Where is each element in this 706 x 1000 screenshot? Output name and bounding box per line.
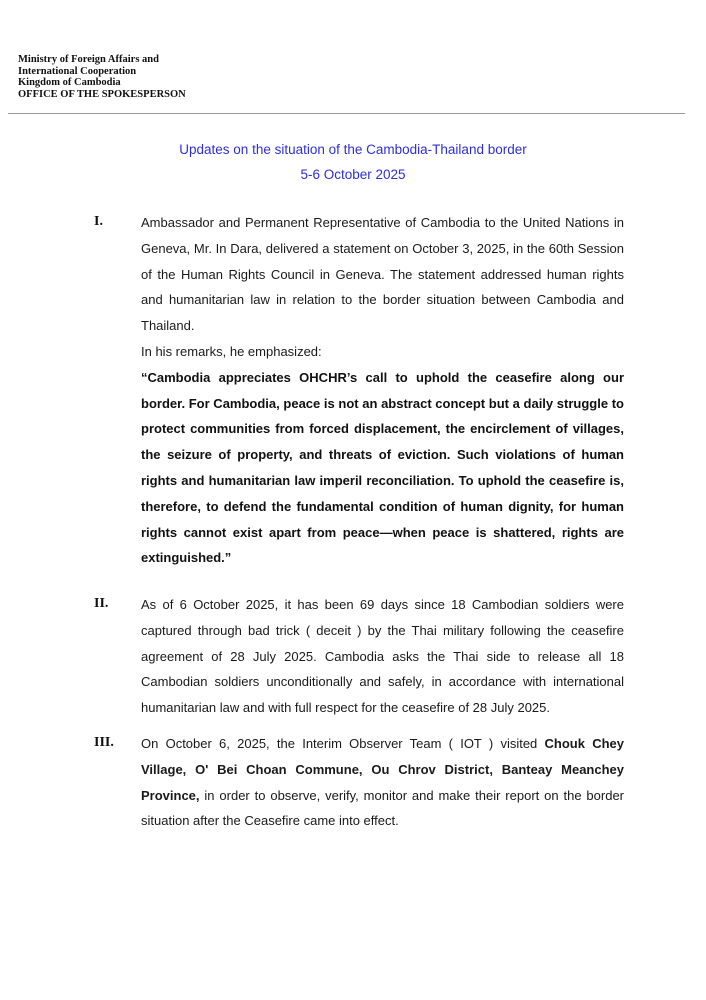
section-quote: “Cambodia appreciates OHCHR’s call to uphold the ceasefire along our border. For Cambodia, peace is not an abstract concept but a daily struggle to protect communities from forced displacement, the encirclement of villages, the seizure of property, and threats of eviction. Such violations of human rights and humanitarian law imperil reconciliation. To uphold the ceasefire is, therefore, to defend the fundamental condition of human dignity, for human rights cannot exist apart from peace—when peace is shattered, rights are extinguished.” [141, 369, 624, 566]
document-title: Updates on the situation of the Cambodia-Thailand border [179, 142, 527, 157]
location-name: Chouk Chey Village, O' Bei Choan Commune, Ou Chrov District, Banteay Meanchey Province, [141, 736, 624, 803]
section-numeral: I. [94, 214, 103, 229]
section-numeral: III. [94, 735, 114, 750]
letterhead-line: OFFICE OF THE SPOKESPERSON [18, 88, 186, 100]
section-text: in order to observe, verify, monitor and make their report on the border situation after the Ceasefire came into effect. [141, 787, 624, 829]
section-numeral: II. [94, 596, 109, 611]
letterhead [18, 54, 186, 100]
section-paragraph [141, 731, 624, 834]
letterhead-line: Ministry of Foreign Affairs and [18, 54, 159, 65]
section-body [141, 210, 624, 571]
section-text: On October 6, 2025, the Interim Observer Team ( IOT ) visited [141, 736, 545, 751]
section-paragraph: As of 6 October 2025, it has been 69 days since 18 Cambodian soldiers were captured through bad trick ( deceit ) by the Thai military following the ceasefire agreement of 28 July 2025. Cambodia asks the Thai side to release all 18 Cambodian soldiers unconditionally and safely, in accordance with international humanitarian law and with full respect for the ceasefire of 28 July 2025. [141, 597, 624, 716]
letterhead-line: International Cooperation [18, 65, 137, 77]
letterhead-line: Kingdom of Cambodia [18, 77, 121, 88]
section-body [141, 731, 624, 834]
document-date: 5-6 October 2025 [300, 167, 406, 182]
header-divider [8, 113, 685, 114]
section-intro: In his remarks, he emphasized: [141, 343, 322, 359]
section-paragraph: Ambassador and Permanent Representative of Cambodia to the United Nations in Geneva, Mr. In Dara, delivered a statement on October 3, 2025, in the 60th Session of the Human Rights Council in Geneva. The statement addressed human rights and humanitarian law in relation to the border situation between Cambodia and Thailand. [141, 215, 624, 334]
section-body [141, 592, 624, 721]
